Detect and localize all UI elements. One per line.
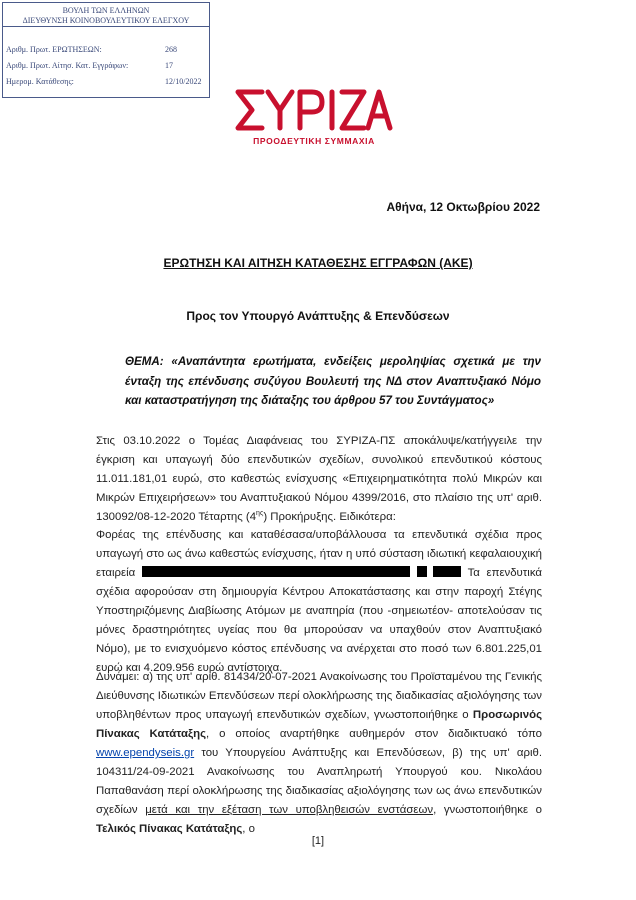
final-table-term: Τελικός Πίνακας Κατάταξης (96, 823, 243, 835)
stamp-label-documents: Αριθμ. Πρωτ. Αίτησ. Κατ. Εγγράφων: (6, 61, 129, 70)
paragraph-1-text-b: ) Προκήρυξης. Ειδικότερα: (263, 511, 396, 523)
ependyseis-link[interactable]: www.ependyseis.gr (96, 747, 195, 759)
stamp-value-date: 12/10/2022 (165, 77, 202, 86)
paragraph-2 (96, 526, 542, 678)
paragraph-1 (96, 432, 542, 527)
underlined-objections-phrase: μετά και την εξέταση των υποβληθεισών ενστάσεων (145, 804, 434, 816)
party-logo (232, 84, 394, 154)
paragraph-2-text-b: Τα επενδυτικά σχέδια αφορούσαν στη δημιουργία Κέντρου Αποκατάστασης και στην παροχή Στέγης Υποστηριζόμενης Διαβίωσης Ατόμων με αναπηρία (που -σημειωτέον- αποτελούσαν τις μόνες δραστηριότητες υγείας που θα μπορούσαν να υπαχθούν στον Αναπτυξιακό Νόμο), με το ενισχυόμενο κόστος επένδυσης να ανέρχεται στο ποσό των 6.801.225,01 ευρώ και 4.209.956 ευρώ αντίστοιχα. (96, 567, 542, 674)
logo-subtitle: ΠΡΟΟΔΕΥΤΙΚΗ ΣΥΜΜΑΧΙΑ (253, 136, 375, 146)
paragraph-3-text-h: , ο (242, 823, 255, 835)
stamp-label-date: Ημερομ. Κατάθεσης: (6, 77, 74, 86)
stamp-value-questions: 268 (165, 45, 177, 54)
stamp-line-directorate: ΔΙΕΥΘΥΝΣΗ ΚΟΙΝΟΒΟΥΛΕΥΤΙΚΟΥ ΕΛΕΓΧΟΥ (22, 16, 190, 25)
redaction-bar (433, 566, 461, 577)
addressee: Προς τον Υπουργό Ανάπτυξης & Επενδύσεων (186, 309, 450, 323)
document-date: Αθήνα, 12 Οκτωβρίου 2022 (386, 200, 540, 214)
paragraph-2-text-a: Φορέας της επένδυσης και καταθέσασα/υποβάλλουσα τα επενδυτικά σχέδια προς υπαγωγή στο ως άνω καθεστώς ενίσχυσης, ήταν η υπό σύσταση ιδιωτική κεφαλαιουχική εταιρεία (96, 529, 542, 579)
subject: ΘΕΜΑ: «Αναπάντητα ερωτήματα, ενδείξεις μεροληψίας σχετικά με την ένταξη της επένδυσης συζύγου Βουλευτή της ΝΔ στον Αναπτυξιακό Νόμο και καταστρατήγηση της διάταξης του άρθρου 57 του Συντάγματος» (125, 355, 541, 407)
page-number: [1] (311, 835, 325, 847)
paragraph-3-text-a: Δυνάμει: α) της υπ' αριθ. 81434/20-07-2021 Ανακοίνωσης του Προϊσταμένου της Γενικής Διεύθυνσης Ιδιωτικών Επενδύσεων περί ολοκλήρωσης της διαδικασίας αξιολόγησης των υποβληθέντων προς υπαγωγή επενδυτικών σχεδίων, γνωστοποιήθηκε ο (96, 671, 542, 721)
paragraph-1-text-a: Στις 03.10.2022 ο Τομέας Διαφάνειας του ΣΥΡΙΖΑ-ΠΣ αποκάλυψε/κατήγγειλε την έγκριση και υπαγωγή δύο επενδυτικών σχεδίων, συνολικού επενδυτικού κόστους 11.011.181,01 ευρώ, στο καθεστώς ενίσχυσης «Επιχειρηματικότητα πολύ Μικρών και Μικρών Επιχειρήσεων» του Αναπτυξιακού Νόμου 4399/2016, στο πλαίσιο της υπ' αριθ. 130092/08-12-2020 Τέταρτης (4 (96, 435, 542, 523)
provisional-table-term: Προσωρινός Πίνακας Κατάταξης (96, 709, 542, 740)
paragraph-3 (96, 668, 542, 839)
document-title: ΕΡΩΤΗΣΗ ΚΑΙ ΑΙΤΗΣΗ ΚΑΤΑΘΕΣΗΣ ΕΓΓΡΑΦΩΝ (ΑΚΕ) (163, 256, 473, 270)
stamp-value-documents: 17 (165, 61, 173, 70)
paragraph-3-text-d: του Υπουργείου Ανάπτυξης και Επενδύσεων, β) της υπ' αριθ. 104311/24-09-2021 Ανακοίνωσης του Αναπληρωτή Υπουργού κου. Νικολάου Παπαθανάση περί ολοκλήρωσης της διαδικασίας αξιολόγησης των ως άνω επενδυτικών σχεδίων (96, 747, 542, 816)
stamp-line-parliament: ΒΟΥΛΗ ΤΩΝ ΕΛΛΗΝΩΝ (62, 6, 150, 15)
redaction-bar (417, 566, 427, 577)
redaction-bar (142, 566, 410, 577)
paragraph-3-text-f: , γνωστοποιήθηκε ο (433, 804, 542, 816)
stamp-header (3, 3, 209, 27)
logo-wordmark (232, 84, 394, 134)
paragraph-1-sup: ης (256, 510, 264, 518)
paragraph-3-text-c: , ο οποίος αναρτήθηκε αυθημερόν στον διαδικτυακό τόπο (206, 728, 542, 740)
stamp-label-questions: Αριθμ. Πρωτ. ΕΡΩΤΗΣΕΩΝ: (6, 45, 102, 54)
registry-stamp (2, 2, 210, 98)
